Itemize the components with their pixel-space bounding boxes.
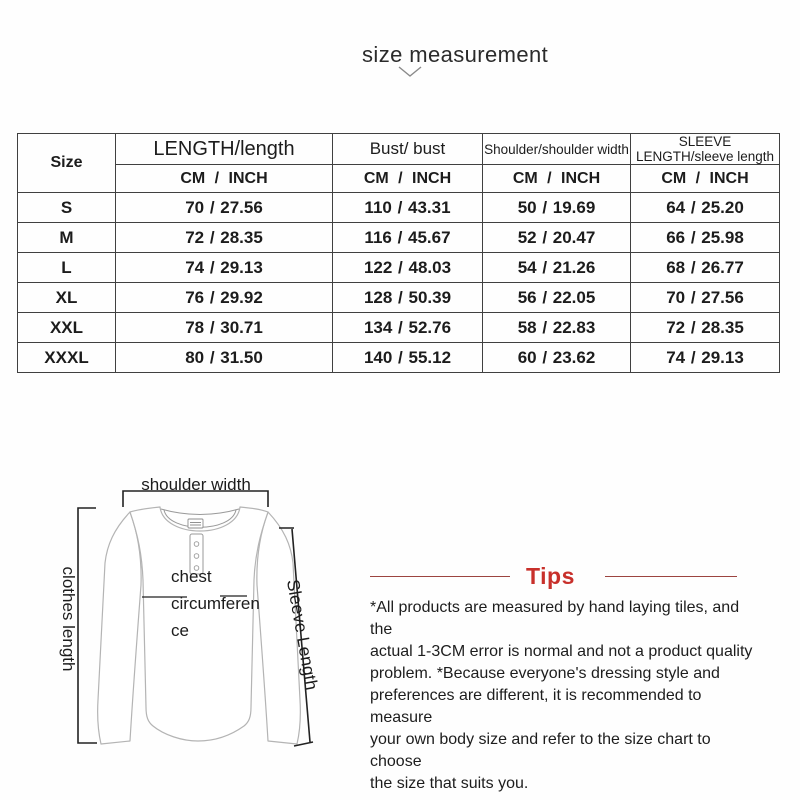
bust-cell: 140 / 55.12 [333,343,483,373]
length-cell: 72 / 28.35 [116,223,333,253]
shoulder-cell: 50 / 19.69 [483,193,631,223]
clothes-length-line [78,508,97,743]
clothes-length-label: clothes length [59,566,78,672]
sleeve-cell: 64 / 25.20 [631,193,780,223]
tips-title: Tips [526,562,575,589]
sleeve-cell: 72 / 28.35 [631,313,780,343]
unit-bust: CM / INCH [333,165,483,193]
shoulder-cell: 58 / 22.83 [483,313,631,343]
size-table [17,133,780,373]
garment-measurement-diagram [0,455,380,800]
table-row [18,223,780,253]
length-cell: 70 / 27.56 [116,193,333,223]
left-sleeve [98,512,142,744]
unit-sleeve: CM / INCH [631,165,780,193]
header-bust: Bust/ bust [333,134,483,165]
tips-text-line: the size that suits you. [370,775,529,792]
tips-text-line: preferences are different, it is recommended to measure [370,687,702,726]
shoulder-cell: 52 / 20.47 [483,223,631,253]
bust-cell: 122 / 48.03 [333,253,483,283]
shoulder-width-label: shoulder width [141,475,251,494]
tips-text-line: your own body size and refer to the size chart to choose [370,731,711,770]
tips-divider-left [370,576,510,577]
tips-text [370,597,762,795]
tips-header [370,558,762,594]
tips-section [370,558,762,795]
neck-label [188,519,203,528]
back-neck-line [161,509,239,515]
bust-cell: 134 / 52.76 [333,313,483,343]
length-cell: 76 / 29.92 [116,283,333,313]
table-row [18,343,780,373]
table-header-row [18,134,780,165]
bust-cell: 128 / 50.39 [333,283,483,313]
sleeve-cell: 74 / 29.13 [631,343,780,373]
sleeve-cell: 70 / 27.56 [631,283,780,313]
tips-text-line: problem. *Because everyone's dressing style and [370,665,720,682]
sleeve-cell: 68 / 26.77 [631,253,780,283]
size-cell: L [18,253,116,283]
header-size: Size [18,134,116,193]
chest-circumference-label: chest circumference [171,567,260,640]
table-row [18,313,780,343]
table-row [18,253,780,283]
header-shoulder: Shoulder/shoulder width [483,134,631,165]
chevron-down-icon [398,66,422,78]
length-cell: 78 / 30.71 [116,313,333,343]
shoulder-cell: 60 / 23.62 [483,343,631,373]
unit-shoulder: CM / INCH [483,165,631,193]
shoulder-cell: 56 / 22.05 [483,283,631,313]
table-row [18,193,780,223]
tips-divider-right [605,576,737,577]
page-title: size measurement [362,42,549,67]
unit-length: CM / INCH [116,165,333,193]
size-cell: XL [18,283,116,313]
bust-cell: 116 / 45.67 [333,223,483,253]
table-unit-row [18,165,780,193]
length-cell: 74 / 29.13 [116,253,333,283]
table-row [18,283,780,313]
length-cell: 80 / 31.50 [116,343,333,373]
size-cell: M [18,223,116,253]
shoulder-cell: 54 / 21.26 [483,253,631,283]
tips-text-line: *All products are measured by hand laying tiles, and the [370,599,740,638]
bust-cell: 110 / 43.31 [333,193,483,223]
tips-text-line: actual 1-3CM error is normal and not a product quality [370,643,753,660]
sleeve-cell: 66 / 25.98 [631,223,780,253]
size-cell: XXXL [18,343,116,373]
size-cell: S [18,193,116,223]
sleeve-length-label: Sleeve Length [282,577,323,692]
header-sleeve: SLEEVE LENGTH/sleeve length [631,134,780,165]
size-cell: XXL [18,313,116,343]
header-length: LENGTH/length [116,134,333,165]
